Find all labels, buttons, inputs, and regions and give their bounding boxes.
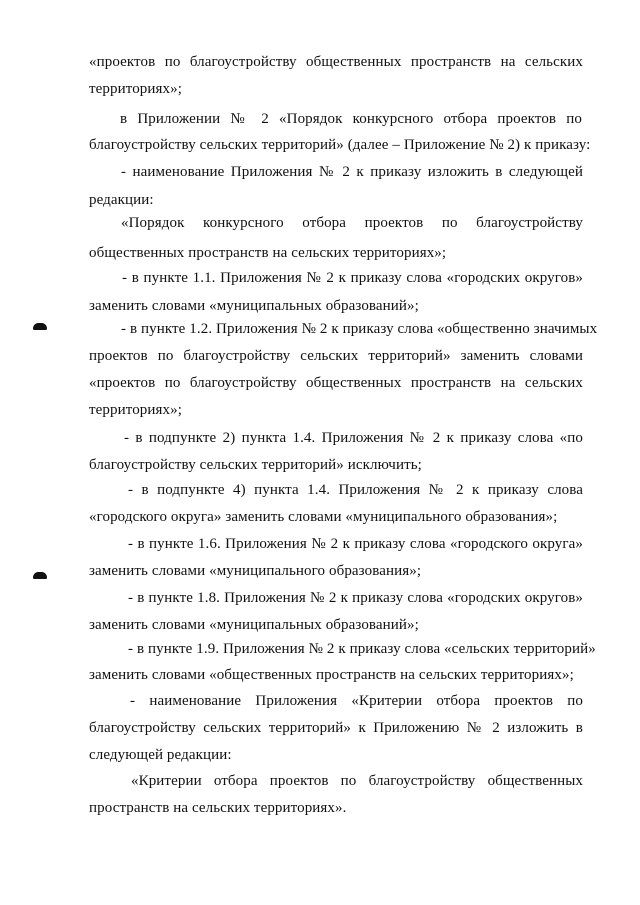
text-line: «проектов по благоустройству общественных пространств на сельских bbox=[89, 54, 583, 70]
text-line: «Критерии отбора проектов по благоустройству общественных bbox=[131, 773, 583, 789]
text-line: заменить словами «муниципального образования»; bbox=[89, 563, 422, 579]
text-line: - наименование Приложения «Критерии отбора проектов по bbox=[130, 693, 583, 709]
text-line: территориях»; bbox=[89, 402, 182, 418]
text-line: - в пункте 1.8. Приложения № 2 к приказу слова «городских округов» bbox=[128, 590, 583, 606]
text-line: «проектов по благоустройству общественных пространств на сельских bbox=[89, 375, 583, 391]
text-line: - в пункте 1.6. Приложения № 2 к приказу слова «городского округа» bbox=[128, 536, 583, 552]
text-line: благоустройству сельских территорий» к Приложению № 2 изложить в bbox=[89, 720, 583, 736]
text-line: - в подпункте 2) пункта 1.4. Приложения № 2 к приказу слова «по bbox=[124, 430, 583, 446]
text-line: заменить словами «общественных пространств на сельских территориях»; bbox=[89, 667, 574, 683]
text-line: пространств на сельских территориях». bbox=[89, 800, 347, 816]
text-line: следующей редакции: bbox=[89, 747, 232, 763]
text-line: - в подпункте 4) пункта 1.4. Приложения № 2 к приказу слова bbox=[128, 482, 583, 498]
binding-hole-mark bbox=[33, 323, 47, 330]
text-line: территориях»; bbox=[89, 81, 182, 97]
text-line: в Приложении № 2 «Порядок конкурсного отбора проектов по bbox=[120, 111, 582, 127]
text-line: благоустройству сельских территорий» исключить; bbox=[89, 457, 422, 473]
text-line: - наименование Приложения № 2 к приказу изложить в следующей bbox=[121, 164, 583, 180]
text-line: общественных пространств на сельских территориях»; bbox=[89, 245, 447, 261]
text-line: редакции: bbox=[89, 192, 154, 208]
text-line: - в пункте 1.1. Приложения № 2 к приказу слова «городских округов» bbox=[122, 270, 583, 286]
text-line: «городского округа» заменить словами «муниципального образования»; bbox=[89, 509, 558, 525]
text-line: проектов по благоустройству сельских территорий» заменить словами bbox=[89, 348, 583, 364]
text-line: - в пункте 1.9. Приложения № 2 к приказу слова «сельских территорий» bbox=[128, 641, 596, 657]
text-line: благоустройству сельских территорий» (далее – Приложение № 2) к приказу: bbox=[89, 137, 591, 153]
text-line: «Порядок конкурсного отбора проектов по благоустройству bbox=[121, 215, 583, 231]
binding-hole-mark bbox=[33, 572, 47, 579]
text-line: - в пункте 1.2. Приложения № 2 к приказу слова «общественно значимых bbox=[121, 321, 598, 337]
text-line: заменить словами «муниципальных образований»; bbox=[89, 298, 419, 314]
text-line: заменить словами «муниципальных образований»; bbox=[89, 617, 419, 633]
